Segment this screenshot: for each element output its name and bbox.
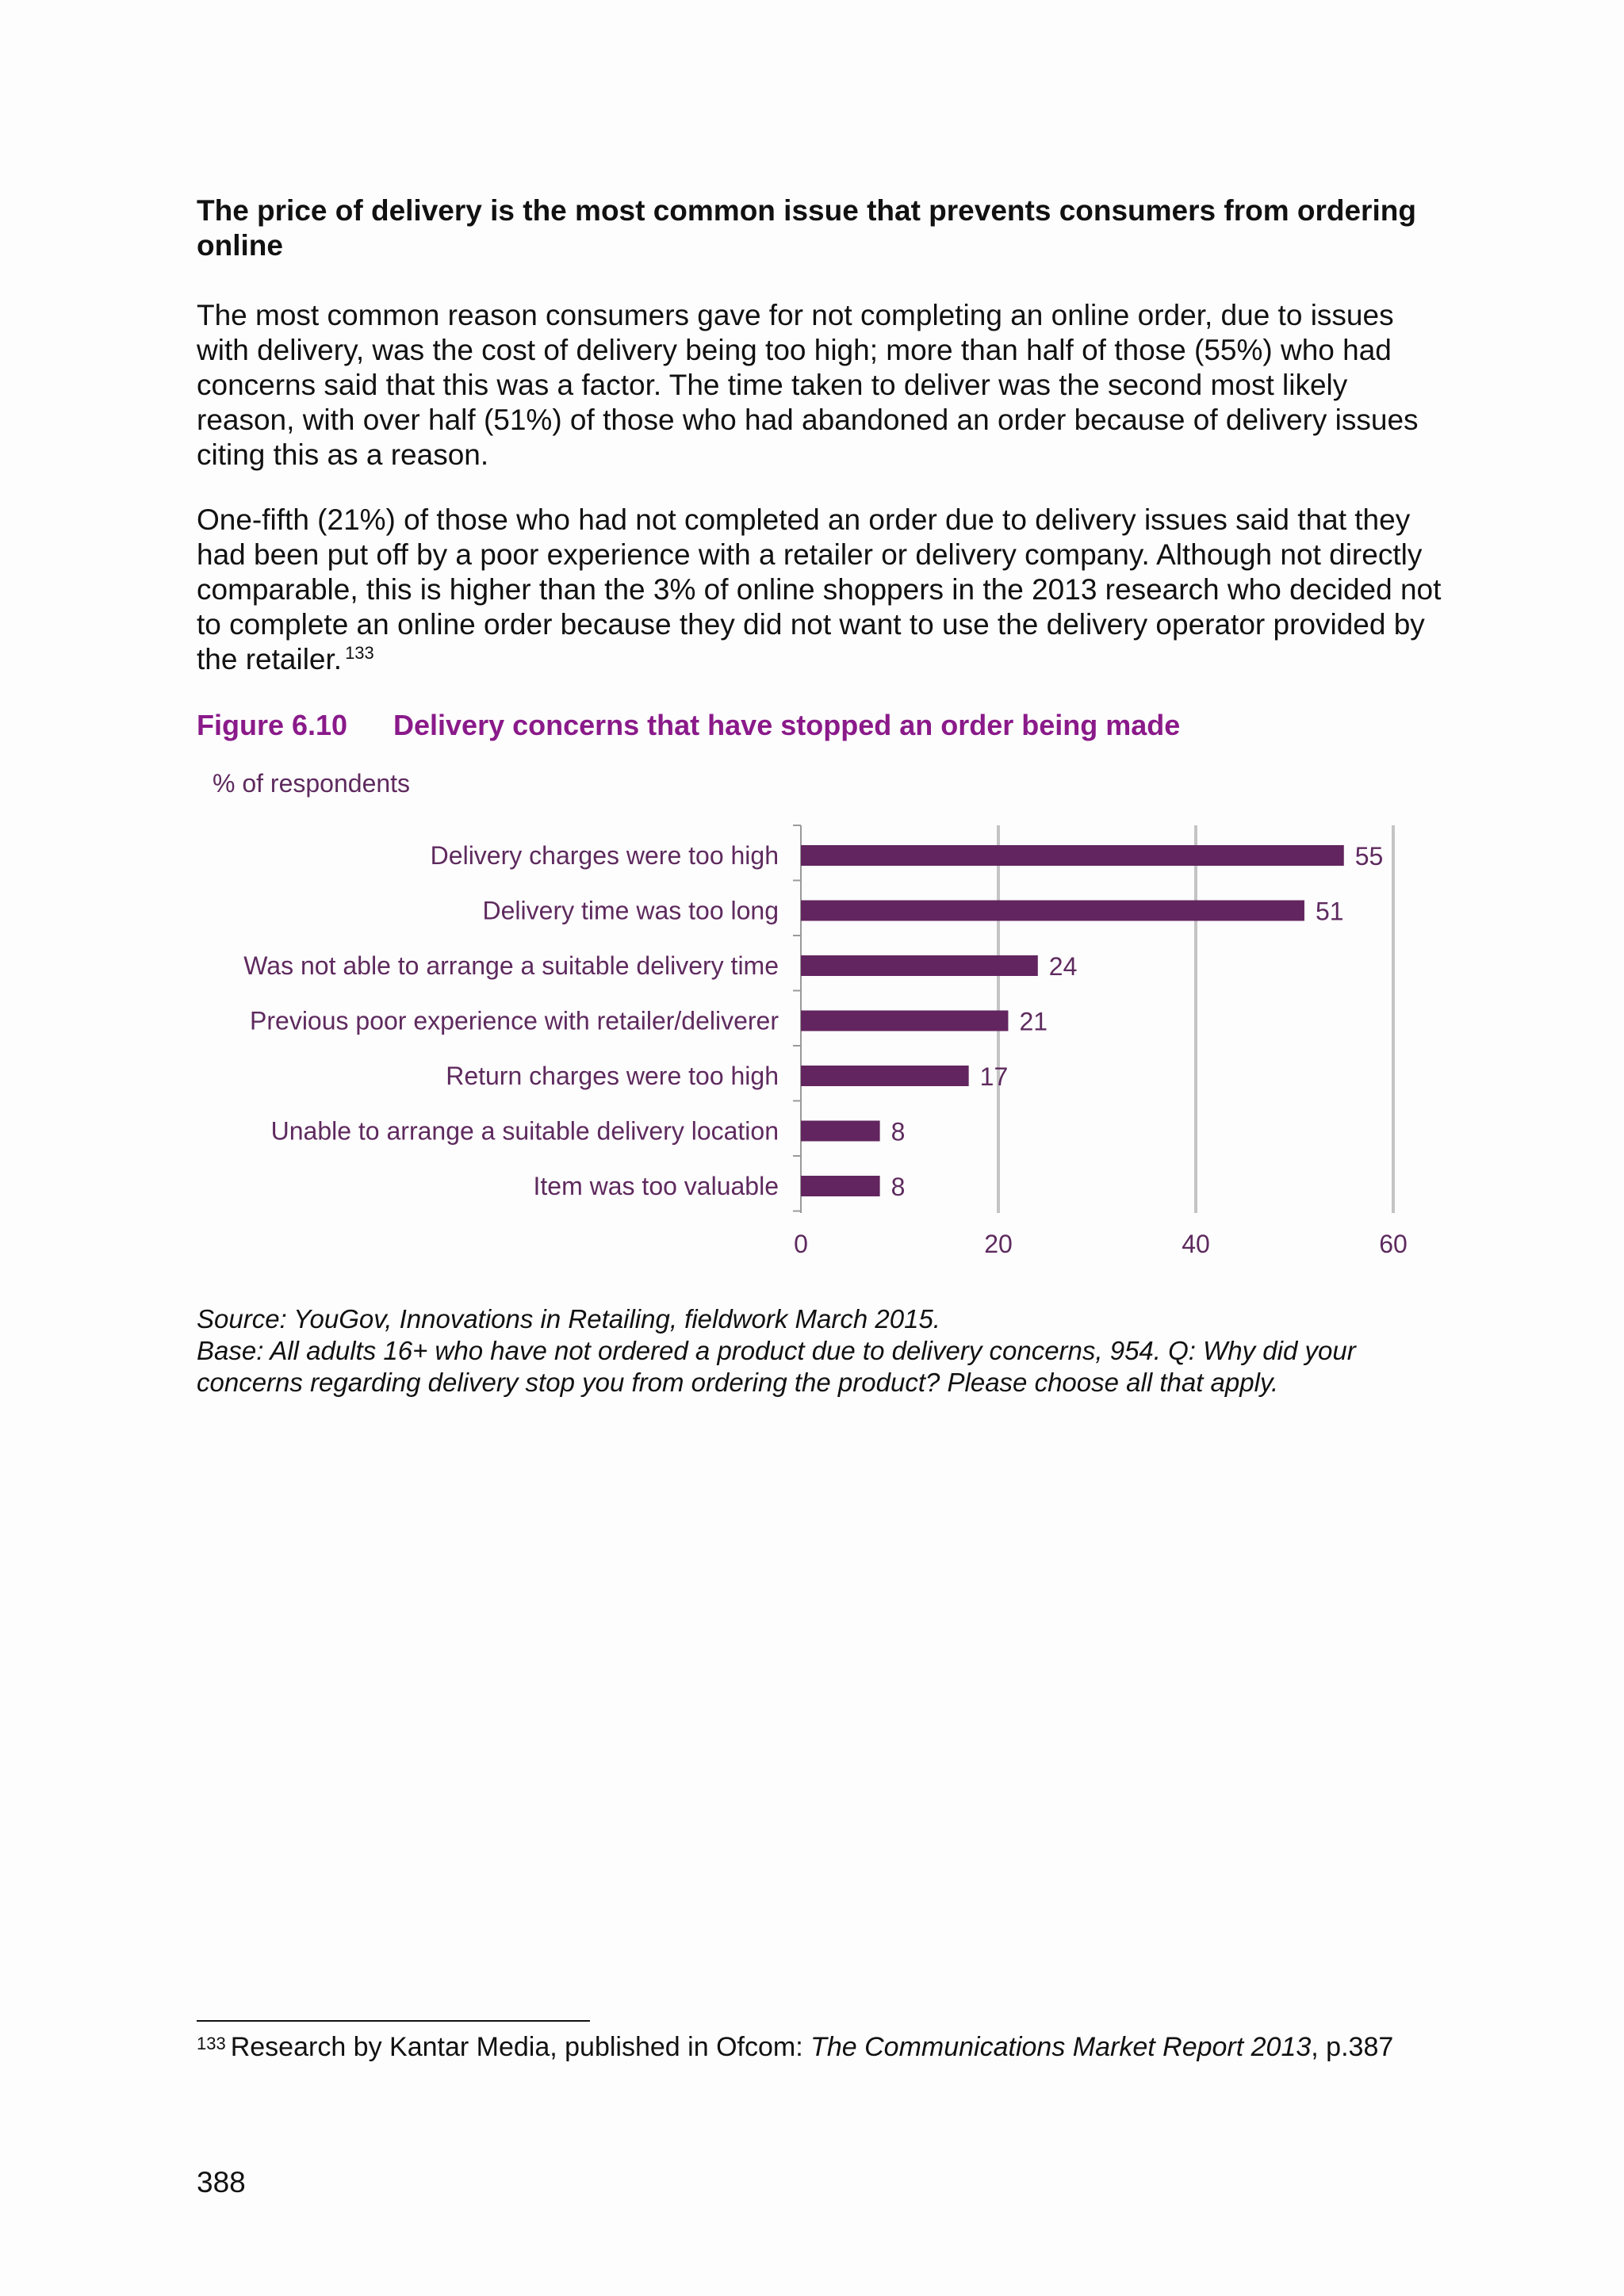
base-line: Base: All adults 16+ who have not ordered a product due to delivery concerns, 954. Q: Why did your concerns regarding delivery stop you from ordering the product? Please choose all that apply. xyxy=(197,1336,1356,1397)
category-label: Was not able to arrange a suitable delivery time xyxy=(243,951,779,980)
x-tick-label: 20 xyxy=(984,1230,1013,1258)
figure-caption: Delivery concerns that have stopped an order being made xyxy=(393,709,1181,741)
bar xyxy=(801,1176,880,1196)
footnote-text-after: , p.387 xyxy=(1311,2032,1394,2062)
data-label: 51 xyxy=(1315,897,1344,926)
data-label: 8 xyxy=(891,1173,906,1201)
x-tick-label: 40 xyxy=(1182,1230,1210,1258)
data-label: 24 xyxy=(1048,952,1078,981)
footnote-number: 133 xyxy=(197,2034,226,2053)
footnote-divider xyxy=(197,2020,590,2022)
category-label: Item was too valuable xyxy=(533,1172,779,1200)
data-label: 8 xyxy=(891,1117,906,1146)
footnote xyxy=(197,2030,1465,2064)
paragraph-1: The most common reason consumers gave for not completing an online order, due to issues with delivery, was the cost of delivery being too high; more than half of those (55%) who had concerns said that this was a factor. The time taken to deliver was the second most likely reason, with over half (51%) of those who had abandoned an order because of delivery issues citing this as a reason. xyxy=(197,299,1419,471)
x-tick-label: 0 xyxy=(794,1230,808,1258)
bar xyxy=(801,955,1038,976)
x-tick-label: 60 xyxy=(1379,1230,1408,1258)
bar xyxy=(801,845,1344,866)
bar xyxy=(801,1121,880,1142)
category-label: Return charges were too high xyxy=(446,1062,779,1090)
footnote-publication-title: The Communications Market Report 2013 xyxy=(810,2032,1312,2062)
category-label: Unable to arrange a suitable delivery location xyxy=(270,1116,779,1146)
category-label: Delivery charges were too high xyxy=(430,841,779,870)
data-label: 17 xyxy=(979,1062,1009,1091)
data-label: 55 xyxy=(1354,842,1384,871)
figure-number: Figure 6.10 xyxy=(197,709,348,741)
footnote-reference[interactable]: 133 xyxy=(345,643,374,663)
section-heading: The price of delivery is the most common issue that prevents consumers from ordering online xyxy=(197,194,1416,262)
footnote-text-before: Research by Kantar Media, published in Ofcom: xyxy=(230,2032,811,2062)
figure-source xyxy=(197,1303,1450,1399)
category-label: Previous poor experience with retailer/deliverer xyxy=(250,1006,779,1035)
paragraph-2-text: One-fifth (21%) of those who had not completed an order due to delivery issues said that they had been put off by a poor experience with a retailer or delivery company. Although not directly comparable, this is higher than the 3% of online shoppers in the 2013 research who decided not to complete an online order because they did not want to use the delivery operator provided by the retailer. xyxy=(197,503,1442,675)
page-number: 388 xyxy=(197,2166,246,2198)
chart-unit-label: % of respondents xyxy=(213,769,411,798)
source-line: Source: YouGov, Innovations in Retailing, fieldwork March 2015. xyxy=(197,1304,940,1334)
bar xyxy=(801,901,1304,921)
bar xyxy=(801,1011,1008,1031)
category-label: Delivery time was too long xyxy=(482,896,779,925)
data-label: 21 xyxy=(1019,1007,1048,1036)
bar xyxy=(801,1066,969,1086)
